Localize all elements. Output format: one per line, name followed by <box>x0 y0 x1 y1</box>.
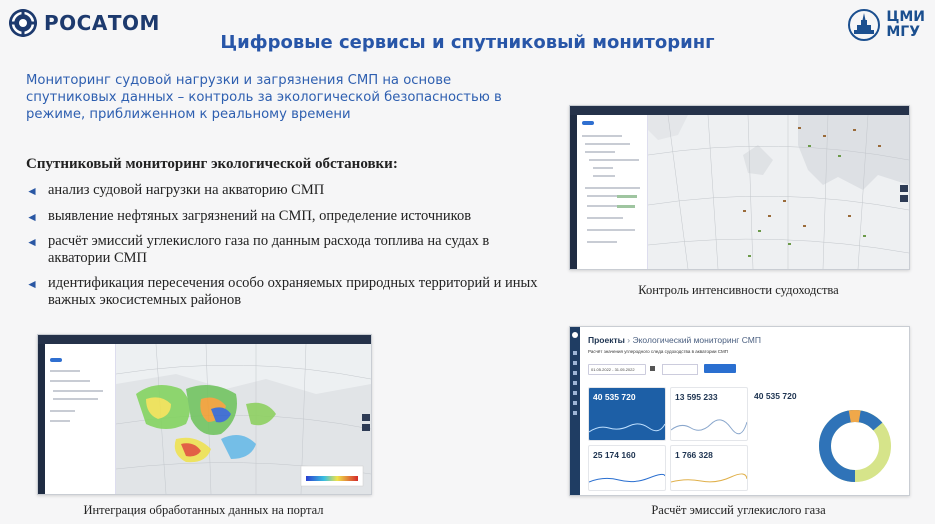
cmi-text-line1: ЦМИ <box>886 9 925 25</box>
pollution-map[interactable] <box>116 344 371 494</box>
portal-topbar <box>570 106 909 115</box>
kpi-value: 40 535 720 <box>754 391 797 401</box>
bullet-item <box>26 182 546 199</box>
filter-field[interactable] <box>662 364 698 375</box>
bullet-list <box>26 182 546 317</box>
portal-layer-panel <box>577 115 648 269</box>
section-heading: Спутниковый мониторинг экологической обстановки: <box>26 156 398 172</box>
kpi-value: 40 535 720 <box>593 392 636 402</box>
screenshot-data-portal <box>37 334 372 495</box>
caption-shipping: Контроль интенсивности судоходства <box>638 283 839 297</box>
layer-tree-lines <box>577 125 647 265</box>
kpi-card-5[interactable] <box>670 445 748 491</box>
bullet-arrow-icon: ◄ <box>26 209 38 224</box>
bullet-text: идентификация пересечения особо охраняемых природных территорий и иных важных экосистемных районов <box>48 275 538 308</box>
kpi-sparkline <box>589 468 665 490</box>
calendar-icon[interactable] <box>650 366 655 371</box>
shipping-map[interactable] <box>648 115 909 269</box>
color-legend <box>306 476 358 481</box>
kpi-sparkline <box>671 410 747 440</box>
kpi-value: 1 766 328 <box>675 450 713 460</box>
kpi-card-total[interactable] <box>588 387 666 441</box>
kpi-card-2[interactable] <box>670 387 748 441</box>
bullet-item <box>26 208 546 225</box>
pollution-map-canvas <box>116 344 371 494</box>
bullet-text: выявление нефтяных загрязнений на СМП, определение источников <box>48 207 472 224</box>
dashboard-breadcrumb[interactable]: Экологический мониторинг СМП <box>632 335 761 345</box>
slide-subtitle: Мониторинг судовой нагрузки и загрязнения СМП на основе спутниковых данных – контроль за экологической безопасностью в режиме, приближенном к реальному времени <box>26 73 502 122</box>
bullet-item <box>26 275 546 308</box>
kpi-sparkline <box>589 410 665 440</box>
kpi-value: 13 595 233 <box>675 392 718 402</box>
bullet-text: расчёт эмиссий углекислого газа по данным расхода топлива на судах в акватории СМП <box>48 233 490 266</box>
dashboard-title <box>588 335 761 345</box>
dashboard-left-rail <box>570 327 580 495</box>
slide-title: Цифровые сервисы и спутниковый мониторинг <box>220 32 715 53</box>
apply-button[interactable] <box>704 364 736 373</box>
dashboard-subtitle: Расчёт значения углеродного следа судоходства в акватории СМП <box>588 349 728 354</box>
dashboard-nav-icons <box>570 327 580 495</box>
portal-left-rail <box>38 344 45 494</box>
screenshot-shipping-portal <box>569 105 910 270</box>
portal-topbar <box>38 335 371 344</box>
screenshot-co2-dashboard <box>569 326 910 496</box>
rosatom-logo-text: РОСАТОМ <box>44 11 160 35</box>
cmi-text-line2: МГУ <box>886 24 921 40</box>
caption-co2: Расчёт эмиссий углекислого газа <box>651 503 826 517</box>
bullet-text: анализ судовой нагрузки на акваторию СМП <box>48 182 325 198</box>
kpi-value: 25 174 160 <box>593 450 636 460</box>
shipping-map-canvas <box>648 115 909 269</box>
breadcrumb-separator: › <box>627 335 631 345</box>
layer-tree-lines <box>45 362 115 482</box>
portal-left-rail <box>570 115 577 269</box>
bullet-item <box>26 233 546 266</box>
bullet-arrow-icon: ◄ <box>26 184 38 198</box>
kpi-card-4[interactable] <box>588 445 666 491</box>
bullet-arrow-icon: ◄ <box>26 277 38 291</box>
kpi-card-3[interactable] <box>752 387 812 425</box>
portal-layer-panel <box>45 344 116 494</box>
caption-integration: Интеграция обработанных данных на портал <box>83 503 324 517</box>
date-range-field[interactable]: 01.05.2022 - 31.05.2022 <box>588 364 646 375</box>
emissions-donut-chart <box>810 401 900 491</box>
bullet-arrow-icon: ◄ <box>26 235 38 249</box>
dashboard-title-text: Проекты <box>588 335 625 345</box>
kpi-sparkline <box>671 468 747 490</box>
